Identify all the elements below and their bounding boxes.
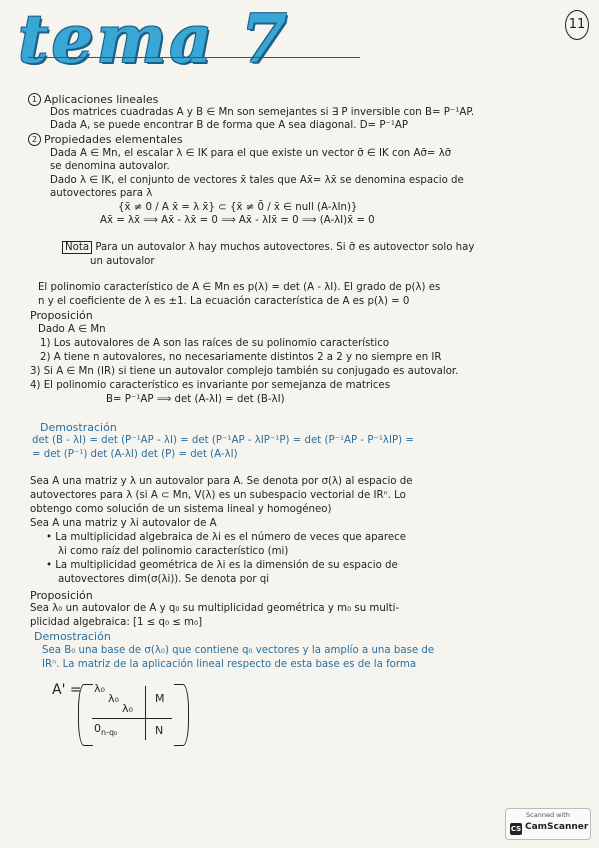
text-line: Dado A ∈ Mn xyxy=(38,324,106,335)
text-line: autovectores para λ (si A ⊂ Mn, V(λ) es un subespacio vectorial de IRⁿ. Lo xyxy=(30,490,406,501)
camscanner-badge xyxy=(505,808,591,840)
text-line: Sea A una matriz y λ un autovalor para A. Se denota por σ(λ) al espacio de xyxy=(30,476,413,487)
proof-line: IRⁿ. La matriz de la aplicación lineal respecto de esta base es de la forma xyxy=(42,659,417,670)
matrix-vertical-divider xyxy=(145,686,146,740)
text-line: un autovalor xyxy=(90,256,155,267)
text-line: plicidad algebraica: [1 ≤ q₀ ≤ m₀] xyxy=(30,617,203,628)
zero-symbol: 0 xyxy=(94,722,101,735)
text-line: autovectores para λ xyxy=(50,188,153,199)
block-matrix xyxy=(52,678,200,744)
text-line: 3) Si A ∈ Mn (IR) si tiene un autovalor complejo también su conjugado es autovalor. xyxy=(30,366,459,377)
matrix-block-n: N xyxy=(155,724,164,737)
bullet-line: λi como raíz del polinomio característico (mi) xyxy=(58,546,289,557)
matrix-horizontal-divider xyxy=(92,718,172,719)
section-2-heading xyxy=(28,133,183,146)
page-title: tema 7 xyxy=(18,0,290,78)
text-line: se denomina autovalor. xyxy=(50,161,170,172)
nota-label: Nota xyxy=(62,241,92,254)
text-line: Dada A, se puede encontrar B de forma que A sea diagonal. D= P⁻¹AP xyxy=(50,120,409,131)
bullet-line: • La multiplicidad algebraica de λi es el número de veces que aparece xyxy=(46,532,406,543)
badge-caption: Scanned with xyxy=(526,811,570,819)
camscanner-logo-icon: CS xyxy=(510,825,522,833)
section-1-number: 1 xyxy=(28,93,41,106)
page-number: 11 xyxy=(565,10,589,40)
demonstration-heading: Demostración xyxy=(34,630,111,643)
matrix-diagonal-entry: λ₀ xyxy=(122,702,133,715)
left-parenthesis xyxy=(78,684,93,746)
text-line: 4) El polinomio característico es invariante por semejanza de matrices xyxy=(30,380,391,391)
matrix-diagonal-entry: λ₀ xyxy=(94,682,105,695)
matrix-block-m: M xyxy=(155,692,165,705)
proof-line: = det (P⁻¹) det (A-λI) det (P) = det (A-λI) xyxy=(32,449,238,460)
bullet-line: • La multiplicidad geométrica de λi es la dimensión de su espacio de xyxy=(46,560,398,571)
text-line: n y el coeficiente de λ es ±1. La ecuación característica de A es p(λ) = 0 xyxy=(38,296,410,307)
text-line: Dada A ∈ Mn, el escalar λ ∈ IK para el que existe un vector σ̄ ∈ IK con Aσ̄= λσ̄ xyxy=(50,148,452,159)
text-line: El polinomio característico de A ∈ Mn es p(λ) = det (A - λI). El grado de p(λ) es xyxy=(38,282,441,293)
bullet-line: autovectores dim(σ(λi)). Se denota por qi xyxy=(58,574,270,585)
section-2-number: 2 xyxy=(28,133,41,146)
title-underline xyxy=(28,57,360,58)
proof-line: det (B - λI) = det (P⁻¹AP - λI) = det (P⁻¹AP - λIP⁻¹P) = det (P⁻¹AP - P⁻¹λIP) = xyxy=(32,435,414,446)
zero-subscript: n-q₀ xyxy=(101,728,118,738)
matrix-label: A' = xyxy=(52,682,82,698)
badge-brand: CamScanner xyxy=(525,822,589,832)
right-parenthesis xyxy=(174,684,189,746)
proof-line: Sea B₀ una base de σ(λ₀) que contiene q₀ vectores y la amplío a una base de xyxy=(42,645,435,656)
demonstration-heading: Demostración xyxy=(40,421,117,434)
section-1-title: Aplicaciones lineales xyxy=(44,93,159,106)
matrix-diagonal-entry: λ₀ xyxy=(108,692,119,705)
text-line: Sea λ₀ un autovalor de A y q₀ su multiplicidad geométrica y m₀ su multi- xyxy=(30,603,400,614)
text-line: Dado λ ∈ IK, el conjunto de vectores x̄ tales que Ax̄= λx̄ se denomina espacio de xyxy=(50,175,464,186)
formula-line: B= P⁻¹AP ⟹ det (A-λI) = det (B-λI) xyxy=(106,394,285,405)
formula-line: Ax̄ = λx̄ ⟹ Ax̄ - λx̄ = 0 ⟹ Ax̄ - λIx̄ = 0 ⟹ (A-λI)x̄ = 0 xyxy=(100,215,375,226)
section-1-heading xyxy=(28,93,158,106)
matrix-zero-block xyxy=(94,722,117,737)
text-line: Dos matrices cuadradas A y B ∈ Mn son semejantes si ∃ P inversible con B= P⁻¹AP. xyxy=(50,107,475,118)
text-line: Sea A una matriz y λi autovalor de A xyxy=(30,518,217,529)
proposition-heading: Proposición xyxy=(30,309,93,322)
proposition-heading: Proposición xyxy=(30,589,93,602)
text-line: 2) A tiene n autovalores, no necesariamente distintos 2 a 2 y no siempre en IR xyxy=(40,352,442,363)
text-line: 1) Los autovalores de A son las raíces de su polinomio característico xyxy=(40,338,390,349)
section-2-title: Propiedades elementales xyxy=(44,133,183,146)
nota-line xyxy=(62,241,474,254)
nota-text: Para un autovalor λ hay muchos autovectores. Si σ̄ es autovector solo hay xyxy=(95,242,475,253)
text-line: obtengo como solución de un sistema lineal y homogéneo) xyxy=(30,504,332,515)
formula-line: {x̄ ≠ 0 / A x̄ = λ x̄} ⊂ {x̄ ≠ 0̄ / x̄ ∈ null (A-λIn)} xyxy=(118,202,358,213)
